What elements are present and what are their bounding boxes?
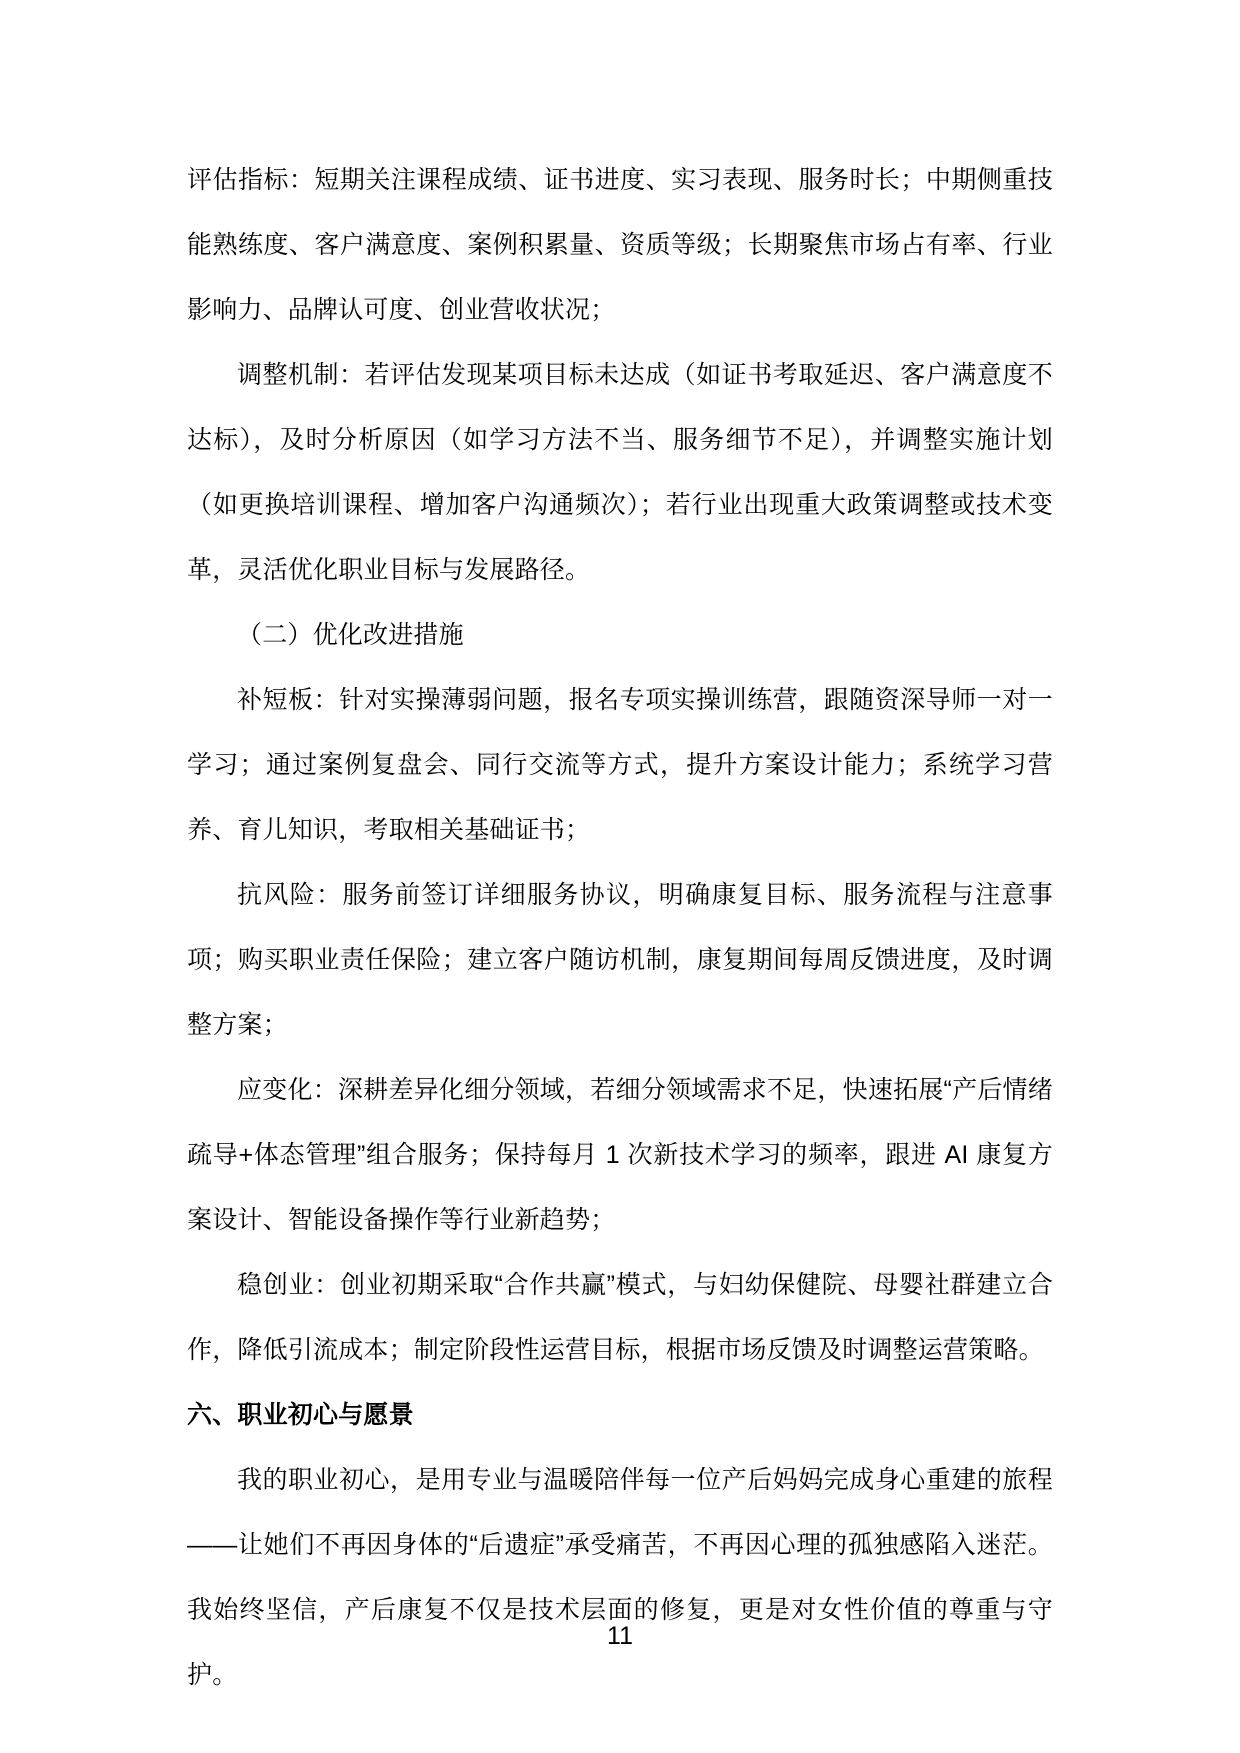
paragraph-adjustment-mechanism: 调整机制：若评估发现某项目标未达成（如证书考取延迟、客户满意度不达标），及时分析原因（如学习方法不当、服务细节不足），并调整实施计划（如更换培训课程、增加客户沟通频次）；若行业出现重大政策调整或技术变革，灵活优化职业目标与发展路径。 [187,361,1053,584]
paragraph-risk-resistance: 抗风险：服务前签订详细服务协议，明确康复目标、服务流程与注意事项；购买职业责任保险；建立客户随访机制，康复期间每周反馈进度，及时调整方案； [187,881,1053,1039]
subsection-heading-optimization-measures: （二）优化改进措施 [237,621,464,649]
paragraph-career-aspiration: 我的职业初心，是用专业与温暖陪伴每一位产后妈妈完成身心重建的旅程——让她们不再因身体的“后遗症”承受痛苦，不再因心理的孤独感陷入迷茫。我始终坚信，产后康复不仅是技术层面的修复，更是对女性价值的尊重与守护。 [187,1466,1053,1689]
paragraph-evaluation-metrics: 评估指标：短期关注课程成绩、证书进度、实习表现、服务时长；中期侧重技能熟练度、客户满意度、案例积累量、资质等级；长期聚焦市场占有率、行业影响力、品牌认可度、创业营收状况； [187,166,1053,324]
paragraph-stable-entrepreneurship: 稳创业：创业初期采取“合作共赢”模式，与妇幼保健院、母婴社群建立合作，降低引流成本；制定阶段性运营目标，根据市场反馈及时调整运营策略。 [187,1271,1053,1364]
page-number: 11 [607,1622,633,1650]
paragraph-adapt-to-change: 应变化：深耕差异化细分领域，若细分领域需求不足，快速拓展“产后情绪疏导+体态管理”组合服务；保持每月 1 次新技术学习的频率，跟进 AI 康复方案设计、智能设备操作等行业新趋势； [187,1076,1053,1234]
document-body [187,148,1053,1708]
section-heading-career-vision: 六、职业初心与愿景 [187,1401,414,1429]
paragraph-fill-skill-gaps: 补短板：针对实操薄弱问题，报名专项实操训练营，跟随资深导师一对一学习；通过案例复盘会、同行交流等方式，提升方案设计能力；系统学习营养、育儿知识，考取相关基础证书； [187,686,1053,844]
